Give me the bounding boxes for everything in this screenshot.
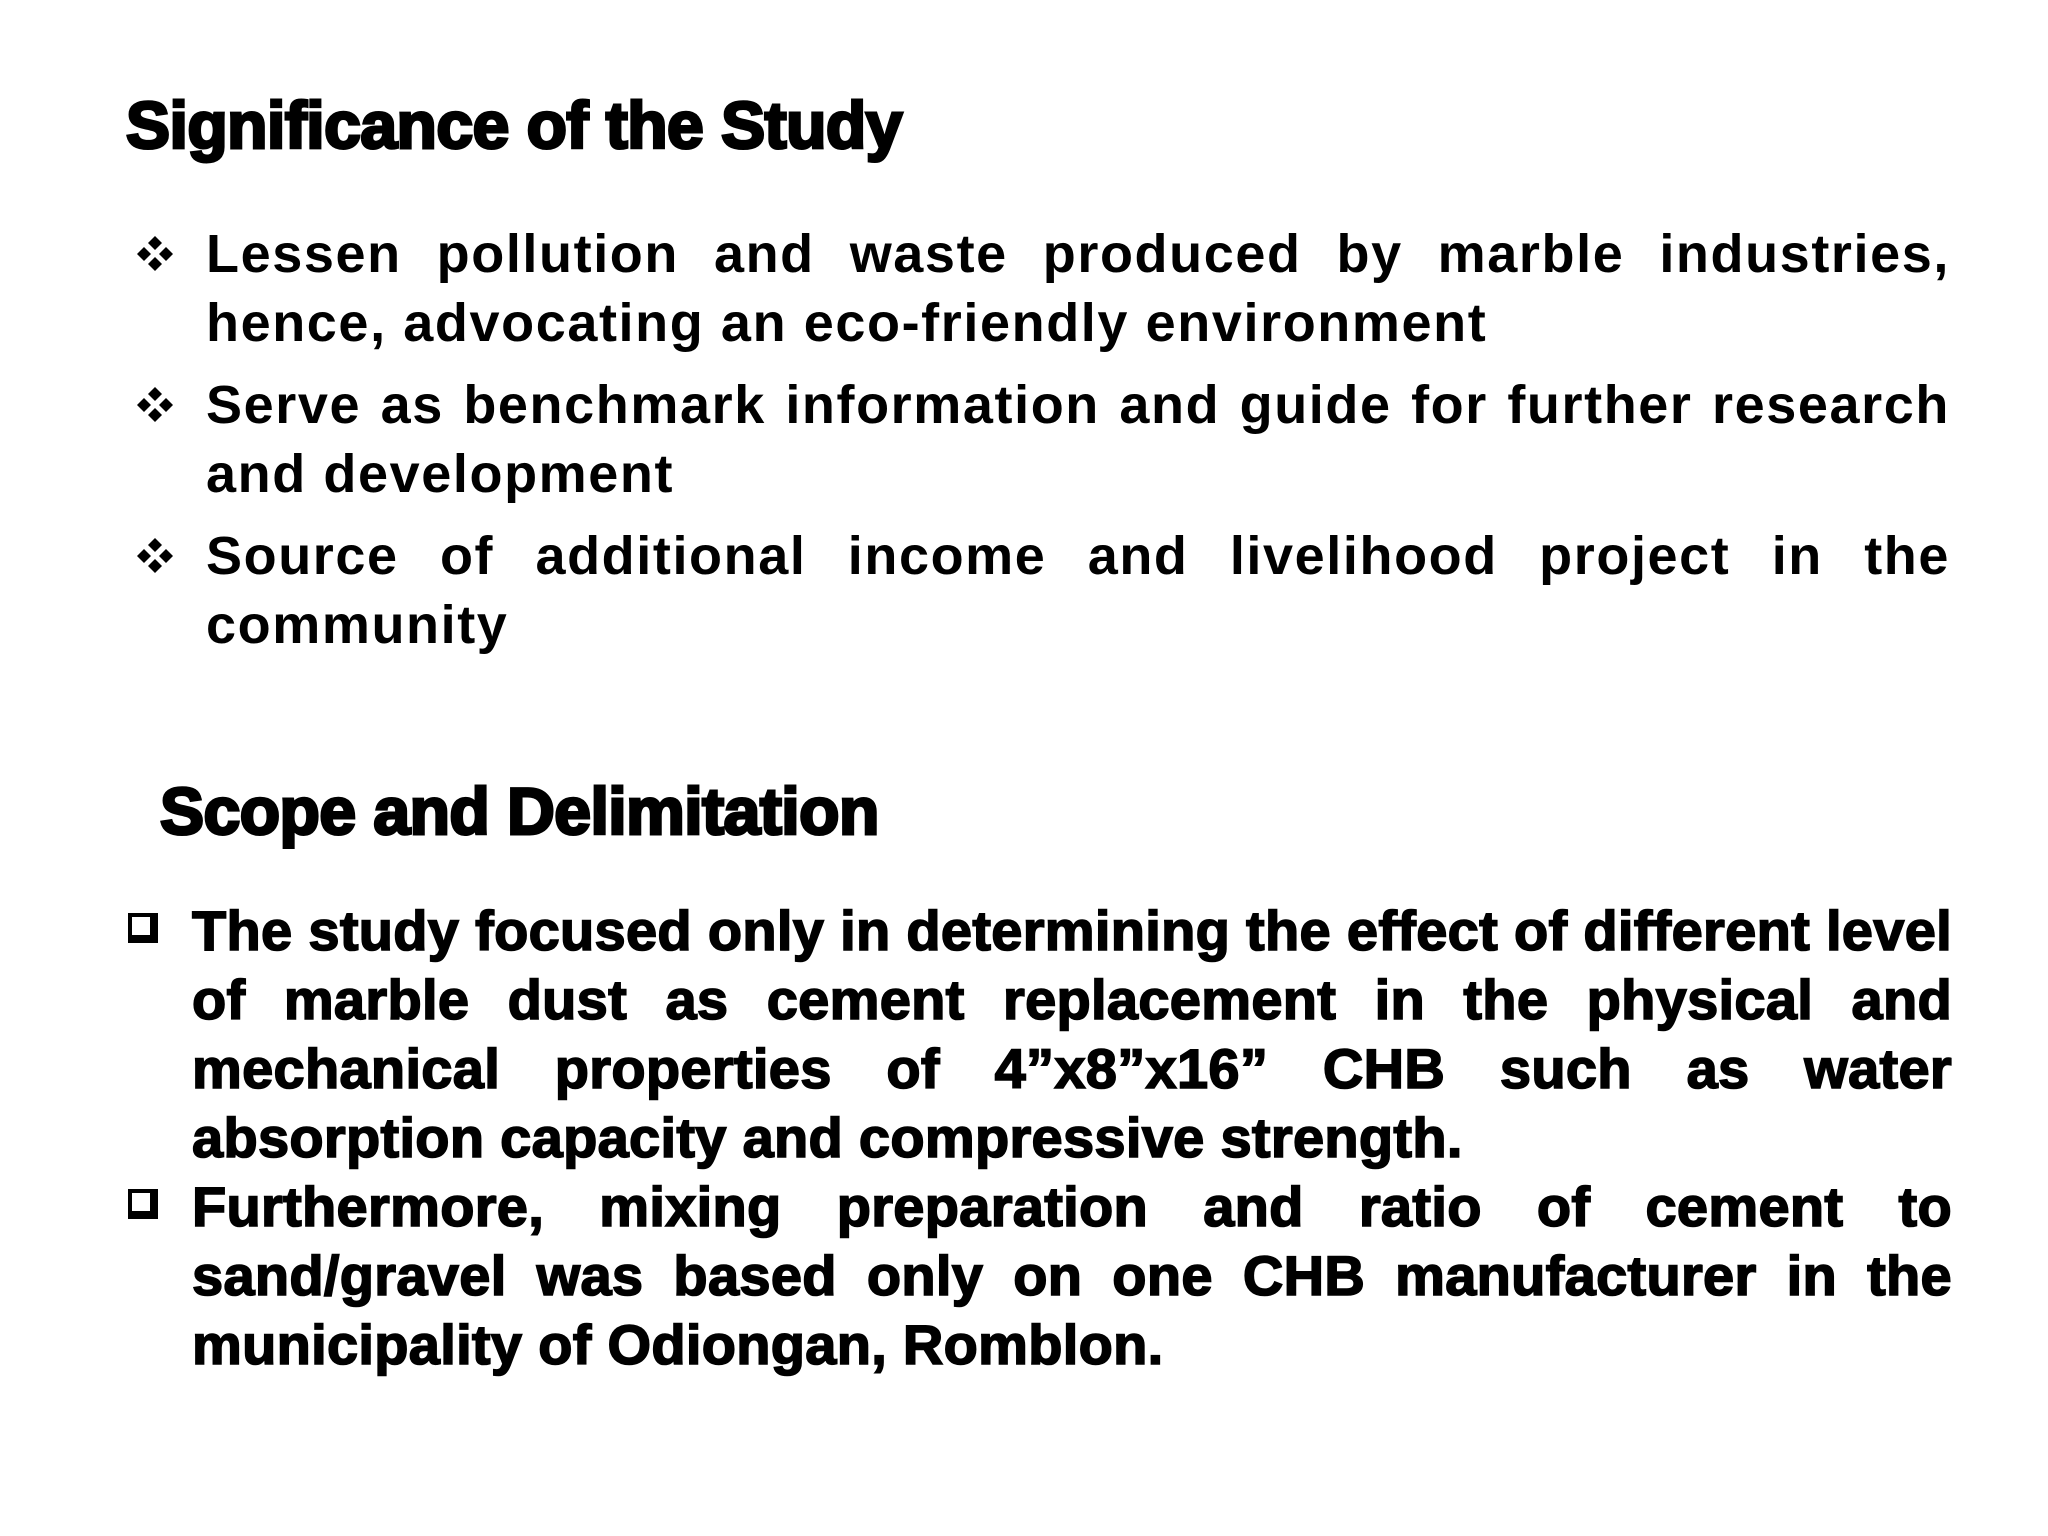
scope-item-text: Furthermore, mixing preparation and ratio of cement to sand/gravel was based only on one CHB manufacturer in the municipality of Odiongan, Romblon. [192,1175,1952,1376]
significance-item-text: Lessen pollution and waste produced by marble industries, hence, advocating an eco-friendly environment [206,224,1950,353]
shadowed-square-bullet-icon [128,1189,158,1219]
scope-title: Scope and Delimitation [160,774,879,848]
four-diamond-bullet-icon [128,522,182,591]
four-diamond-bullet-icon [128,220,182,289]
significance-title: Significance of the Study [126,88,902,162]
significance-item-text: Serve as benchmark information and guide for further research and development [206,375,1950,504]
scope-item [192,1172,1952,1379]
significance-item [206,220,1950,358]
shadowed-square-bullet-icon [128,913,158,943]
four-diamond-bullet-icon [128,371,182,440]
significance-list [206,220,1950,673]
significance-item [206,522,1950,660]
scope-list [192,896,1952,1379]
scope-item-text: The study focused only in determining the effect of different level of marble dust as cement replacement in the physical and mechanical properties of 4”x8”x16” CHB such as water absorption capacity and compressive strength. [192,899,1952,1169]
significance-item-text: Source of additional income and livelihood project in the community [206,526,1950,655]
scope-item [192,896,1952,1172]
significance-item [206,371,1950,509]
